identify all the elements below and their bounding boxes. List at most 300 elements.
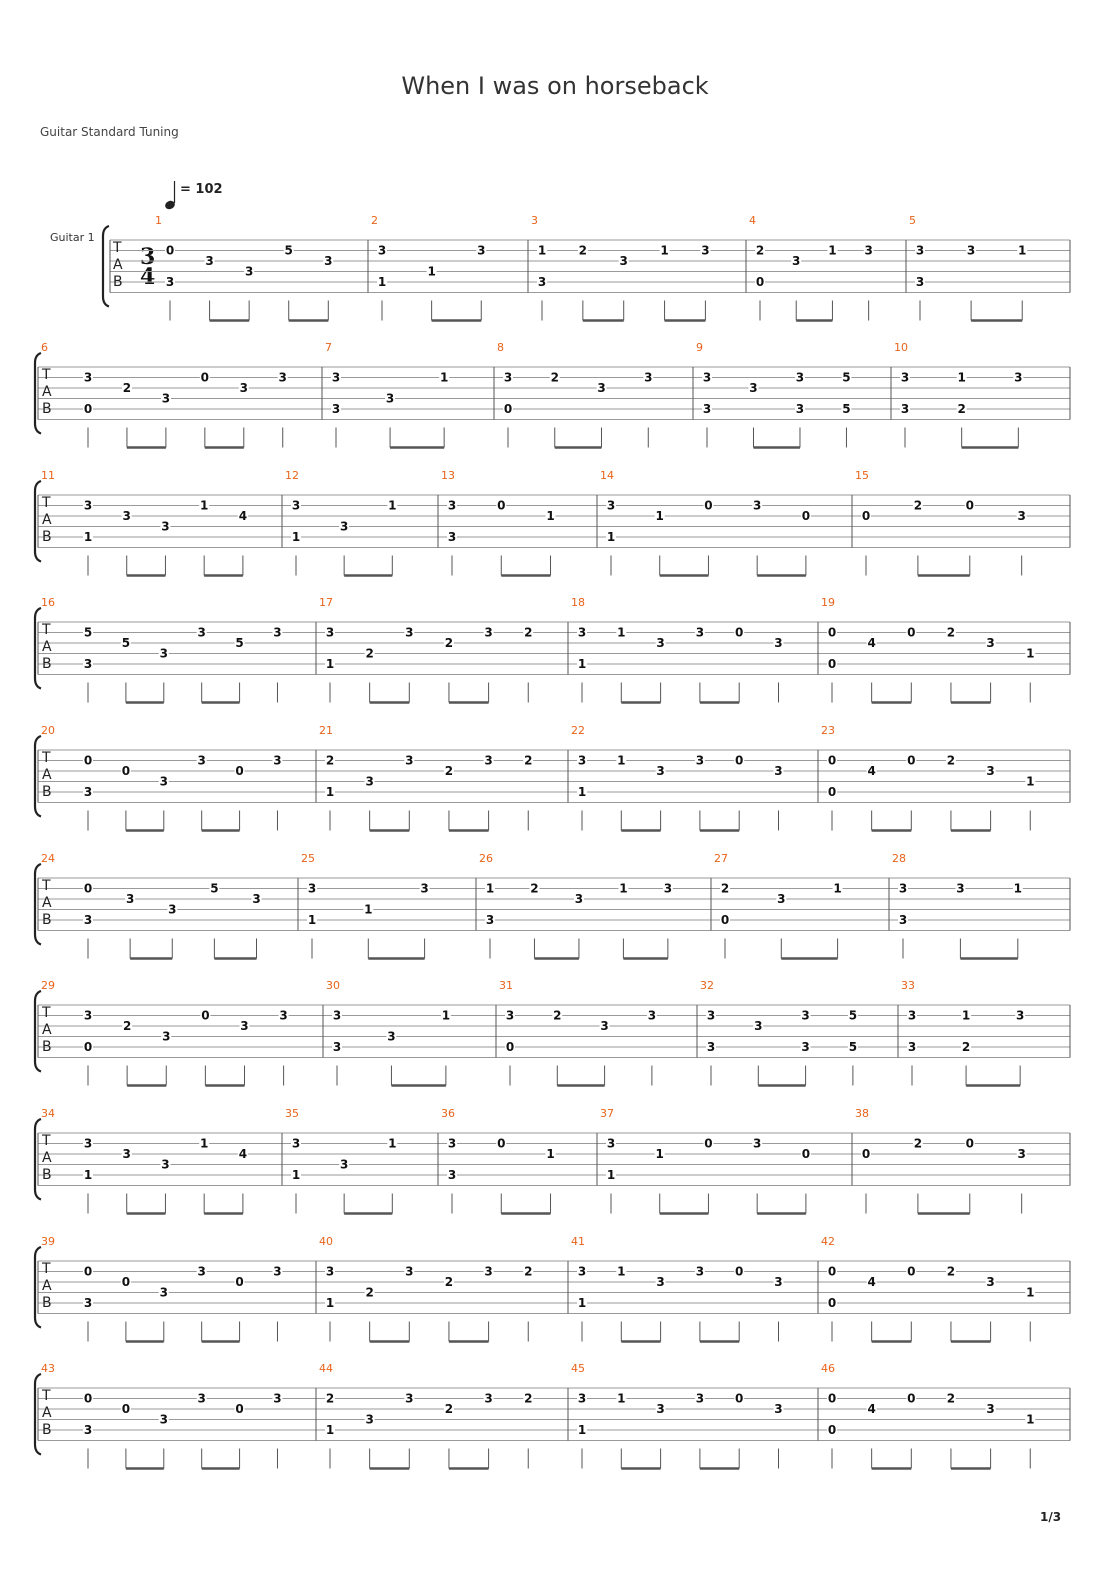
measure-number: 14 bbox=[600, 469, 614, 482]
staff-system bbox=[35, 979, 1070, 1086]
tab-clef-letter: A bbox=[113, 257, 123, 273]
fret-number: 0 bbox=[704, 1136, 713, 1151]
fret-number: 3 bbox=[161, 519, 170, 534]
fret-number: 3 bbox=[1014, 370, 1023, 385]
fret-number: 0 bbox=[861, 1147, 871, 1161]
fret-number: 3 bbox=[125, 892, 135, 906]
measure-number: 45 bbox=[571, 1362, 585, 1375]
fret-number: 5 bbox=[848, 1008, 858, 1023]
measure-number: 39 bbox=[41, 1235, 55, 1248]
fret-number: 1 bbox=[577, 1423, 587, 1437]
fret-number: 3 bbox=[915, 243, 925, 258]
fret-number: 1 bbox=[833, 881, 842, 896]
fret-number: 0 bbox=[497, 1136, 506, 1151]
fret-number: 3 bbox=[606, 498, 616, 513]
fret-number: 2 bbox=[946, 1391, 956, 1406]
tab-clef-letter: T bbox=[42, 1388, 51, 1404]
fret-number: 1 bbox=[546, 509, 555, 523]
tab-clef-letter: A bbox=[42, 767, 52, 783]
fret-number: 5 bbox=[210, 881, 219, 896]
fret-number: 0 bbox=[801, 1147, 811, 1161]
fret-number: 3 bbox=[966, 243, 976, 258]
fret-number: 3 bbox=[278, 370, 287, 385]
fret-number: 3 bbox=[447, 1136, 457, 1151]
tab-clef-letter: T bbox=[42, 878, 51, 894]
fret-number: 3 bbox=[197, 1264, 206, 1279]
tab-clef-letter: T bbox=[42, 750, 51, 766]
fret-number: 3 bbox=[159, 646, 168, 661]
fret-number: 3 bbox=[706, 1040, 716, 1054]
fret-number: 1 bbox=[439, 370, 449, 385]
fret-number: 3 bbox=[537, 275, 547, 289]
measure-number: 24 bbox=[41, 852, 55, 865]
fret-number: 1 bbox=[606, 1168, 616, 1182]
fret-number: 0 bbox=[907, 625, 916, 640]
fret-number: 1 bbox=[291, 1168, 301, 1182]
fret-number: 2 bbox=[578, 243, 588, 258]
fret-number: 3 bbox=[774, 636, 783, 650]
fret-number: 3 bbox=[695, 1264, 705, 1279]
fret-number: 1 bbox=[485, 881, 495, 896]
fret-number: 1 bbox=[199, 498, 209, 513]
fret-number: 2 bbox=[957, 402, 966, 416]
fret-number: 1 bbox=[828, 243, 837, 258]
fret-number: 3 bbox=[484, 753, 493, 768]
song-title: When I was on horseback bbox=[401, 72, 709, 100]
fret-number: 3 bbox=[956, 881, 965, 896]
fret-number: 1 bbox=[291, 530, 301, 544]
tab-clef-letter: T bbox=[113, 240, 122, 256]
fret-number: 3 bbox=[898, 881, 908, 896]
fret-number: 3 bbox=[159, 1412, 168, 1427]
fret-number: 2 bbox=[325, 1391, 335, 1406]
fret-number: 3 bbox=[273, 1391, 282, 1406]
fret-number: 0 bbox=[121, 1275, 131, 1289]
staff-system bbox=[35, 1362, 1070, 1469]
fret-number: 2 bbox=[524, 625, 533, 640]
fret-number: 3 bbox=[83, 1008, 93, 1023]
fret-number: 3 bbox=[900, 402, 910, 416]
tab-clef-letter: T bbox=[42, 367, 51, 383]
fret-number: 0 bbox=[735, 625, 744, 640]
measure-number: 31 bbox=[499, 979, 513, 992]
measure-number: 35 bbox=[285, 1107, 299, 1120]
measure-number: 6 bbox=[41, 341, 48, 354]
fret-number: 3 bbox=[273, 625, 282, 640]
fret-number: 3 bbox=[795, 402, 805, 416]
fret-number: 3 bbox=[447, 1168, 457, 1182]
fret-number: 3 bbox=[83, 1136, 93, 1151]
tab-clef-letter: B bbox=[42, 1039, 52, 1055]
fret-number: 3 bbox=[205, 254, 214, 268]
staff-system bbox=[35, 724, 1070, 831]
staff-system bbox=[35, 1235, 1070, 1342]
fret-number: 3 bbox=[159, 774, 168, 789]
fret-number: 0 bbox=[827, 1296, 837, 1310]
measure-number: 15 bbox=[855, 469, 869, 482]
staff-system bbox=[35, 596, 1070, 703]
fret-number: 4 bbox=[238, 509, 248, 523]
fret-number: 3 bbox=[387, 1029, 396, 1044]
fret-number: 3 bbox=[405, 625, 414, 640]
fret-number: 1 bbox=[1013, 881, 1022, 896]
fret-number: 0 bbox=[861, 509, 871, 523]
fret-number: 0 bbox=[83, 753, 93, 768]
measure-number: 28 bbox=[892, 852, 906, 865]
tab-clef-letter: T bbox=[42, 1133, 51, 1149]
measure-number: 8 bbox=[497, 341, 504, 354]
staff-system bbox=[35, 1107, 1070, 1214]
fret-number: 3 bbox=[706, 1008, 716, 1023]
fret-number: 1 bbox=[617, 1391, 626, 1406]
tab-clef-letter: B bbox=[42, 784, 52, 800]
fret-number: 3 bbox=[577, 753, 587, 768]
fret-number: 3 bbox=[792, 254, 801, 268]
fret-number: 3 bbox=[503, 370, 513, 385]
tempo-value: = 102 bbox=[180, 182, 223, 197]
fret-number: 3 bbox=[986, 764, 995, 778]
fret-number: 0 bbox=[121, 764, 131, 778]
fret-number: 2 bbox=[961, 1040, 971, 1054]
fret-number: 1 bbox=[325, 1296, 335, 1310]
measure-number: 17 bbox=[319, 596, 333, 609]
fret-number: 3 bbox=[161, 391, 171, 406]
fret-number: 3 bbox=[484, 625, 493, 640]
fret-number: 3 bbox=[159, 1285, 168, 1300]
fret-number: 0 bbox=[801, 509, 811, 523]
fret-number: 3 bbox=[656, 764, 665, 778]
fret-number: 0 bbox=[965, 1136, 974, 1151]
fret-number: 3 bbox=[695, 625, 705, 640]
fret-number: 0 bbox=[235, 1402, 244, 1416]
system-bracket bbox=[103, 226, 109, 307]
fret-number: 3 bbox=[332, 1008, 342, 1023]
tab-clef-letter: A bbox=[42, 1022, 52, 1038]
fret-number: 3 bbox=[279, 1008, 288, 1023]
fret-number: 3 bbox=[898, 913, 908, 927]
fret-number: 2 bbox=[720, 881, 730, 896]
fret-number: 5 bbox=[284, 243, 293, 258]
fret-number: 3 bbox=[122, 509, 131, 523]
tab-clef-letter: B bbox=[42, 1167, 52, 1183]
measure-number: 21 bbox=[319, 724, 333, 737]
fret-number: 4 bbox=[867, 636, 876, 650]
fret-number: 0 bbox=[505, 1040, 515, 1054]
fret-number: 3 bbox=[485, 913, 495, 927]
measure-number: 32 bbox=[700, 979, 714, 992]
fret-number: 5 bbox=[83, 625, 93, 640]
fret-number: 3 bbox=[83, 913, 93, 927]
fret-number: 3 bbox=[331, 370, 341, 385]
fret-number: 0 bbox=[720, 913, 730, 927]
fret-number: 1 bbox=[537, 243, 547, 258]
fret-number: 2 bbox=[444, 1275, 454, 1289]
fret-number: 3 bbox=[83, 657, 93, 671]
measure-number: 23 bbox=[821, 724, 835, 737]
measure-number: 29 bbox=[41, 979, 55, 992]
fret-number: 1 bbox=[606, 530, 616, 544]
tab-clef-letter: B bbox=[42, 912, 52, 928]
fret-number: 3 bbox=[801, 1008, 810, 1023]
tab-clef-letter: A bbox=[42, 384, 52, 400]
fret-number: 3 bbox=[577, 1391, 587, 1406]
tuning-label: Guitar Standard Tuning bbox=[40, 125, 179, 139]
fret-number: 3 bbox=[1017, 509, 1026, 523]
fret-number: 1 bbox=[441, 1008, 451, 1023]
fret-number: 3 bbox=[774, 1402, 783, 1416]
fret-number: 1 bbox=[961, 1008, 971, 1023]
tab-clef-letter: A bbox=[42, 1405, 52, 1421]
tab-clef-letter: A bbox=[42, 895, 52, 911]
fret-number: 0 bbox=[827, 785, 837, 799]
fret-number: 0 bbox=[827, 657, 837, 671]
fret-number: 3 bbox=[197, 625, 206, 640]
fret-number: 5 bbox=[121, 636, 131, 650]
tab-clef-letter: T bbox=[42, 495, 51, 511]
fret-number: 3 bbox=[752, 498, 762, 513]
fret-number: 3 bbox=[986, 1402, 995, 1416]
time-signature-bottom: 4 bbox=[140, 264, 156, 290]
staff-system bbox=[35, 469, 1070, 576]
fret-number: 0 bbox=[235, 764, 244, 778]
fret-number: 1 bbox=[577, 785, 587, 799]
fret-number: 3 bbox=[244, 264, 254, 279]
fret-number: 3 bbox=[752, 1136, 762, 1151]
fret-number: 3 bbox=[273, 1264, 282, 1279]
fret-number: 1 bbox=[83, 1168, 93, 1182]
time-signature-top: 3 bbox=[140, 244, 156, 270]
fret-number: 3 bbox=[986, 1275, 995, 1289]
fret-number: 3 bbox=[197, 753, 206, 768]
tab-clef-letter: B bbox=[113, 274, 123, 290]
measure-number: 2 bbox=[371, 214, 378, 227]
measure-number: 9 bbox=[696, 341, 703, 354]
fret-number: 3 bbox=[332, 1040, 342, 1054]
fret-number: 1 bbox=[1026, 774, 1035, 789]
fret-number: 1 bbox=[957, 370, 966, 385]
fret-number: 3 bbox=[420, 881, 429, 896]
measure-number: 42 bbox=[821, 1235, 835, 1248]
fret-number: 1 bbox=[325, 657, 335, 671]
fret-number: 0 bbox=[827, 1391, 837, 1406]
fret-number: 1 bbox=[660, 243, 669, 258]
staff-system bbox=[103, 214, 1070, 321]
tab-clef-letter: B bbox=[42, 401, 52, 417]
fret-number: 3 bbox=[325, 625, 335, 640]
fret-number: 0 bbox=[827, 1423, 837, 1437]
fret-number: 0 bbox=[83, 1391, 93, 1406]
fret-number: 0 bbox=[827, 1264, 837, 1279]
tab-clef-letter: A bbox=[42, 1150, 52, 1166]
fret-number: 1 bbox=[364, 902, 373, 917]
fret-number: 3 bbox=[663, 881, 673, 896]
tab-clef-letter: B bbox=[42, 1422, 52, 1438]
fret-number: 2 bbox=[553, 1008, 562, 1023]
fret-number: 2 bbox=[946, 1264, 956, 1279]
fret-number: 2 bbox=[913, 498, 923, 513]
fret-number: 3 bbox=[405, 1391, 414, 1406]
fret-number: 0 bbox=[735, 1391, 744, 1406]
fret-number: 2 bbox=[913, 1136, 923, 1151]
fret-number: 3 bbox=[754, 1019, 763, 1033]
fret-number: 5 bbox=[235, 636, 244, 650]
tab-clef-letter: A bbox=[42, 512, 52, 528]
fret-number: 3 bbox=[252, 892, 261, 906]
tab-clef-letter: T bbox=[42, 1261, 51, 1277]
fret-number: 1 bbox=[83, 530, 93, 544]
fret-number: 4 bbox=[867, 1402, 876, 1416]
fret-number: 2 bbox=[444, 1402, 454, 1416]
measure-number: 18 bbox=[571, 596, 585, 609]
tab-clef-letter: T bbox=[42, 622, 51, 638]
fret-number: 1 bbox=[199, 1136, 209, 1151]
fret-number: 3 bbox=[774, 1275, 783, 1289]
fret-number: 2 bbox=[122, 381, 132, 395]
measure-number: 3 bbox=[531, 214, 538, 227]
fret-number: 0 bbox=[735, 1264, 744, 1279]
measure-number: 5 bbox=[909, 214, 916, 227]
fret-number: 1 bbox=[617, 753, 626, 768]
fret-number: 3 bbox=[1015, 1008, 1025, 1023]
measure-number: 13 bbox=[441, 469, 455, 482]
fret-number: 3 bbox=[774, 764, 783, 778]
fret-number: 3 bbox=[702, 402, 712, 416]
fret-number: 0 bbox=[827, 625, 837, 640]
fret-number: 2 bbox=[524, 753, 533, 768]
measure-number: 19 bbox=[821, 596, 835, 609]
fret-number: 3 bbox=[907, 1040, 917, 1054]
fret-number: 0 bbox=[83, 402, 93, 416]
fret-number: 3 bbox=[1017, 1147, 1026, 1161]
fret-number: 3 bbox=[83, 498, 93, 513]
fret-number: 3 bbox=[447, 498, 457, 513]
fret-number: 2 bbox=[122, 1019, 132, 1033]
tab-clef-letter: B bbox=[42, 1295, 52, 1311]
tab-clef-letter: B bbox=[42, 529, 52, 545]
measure-number: 12 bbox=[285, 469, 299, 482]
fret-number: 3 bbox=[168, 902, 177, 917]
fret-number: 3 bbox=[900, 370, 910, 385]
fret-number: 3 bbox=[702, 370, 712, 385]
fret-number: 0 bbox=[201, 1008, 210, 1023]
fret-number: 2 bbox=[444, 636, 454, 650]
fret-number: 3 bbox=[577, 625, 587, 640]
fret-number: 3 bbox=[647, 1008, 657, 1023]
fret-number: 0 bbox=[907, 753, 916, 768]
fret-number: 3 bbox=[307, 881, 317, 896]
fret-number: 3 bbox=[405, 753, 414, 768]
fret-number: 3 bbox=[83, 370, 93, 385]
fret-number: 3 bbox=[365, 774, 374, 789]
fret-number: 1 bbox=[577, 657, 587, 671]
fret-number: 1 bbox=[325, 785, 335, 799]
fret-number: 2 bbox=[946, 625, 956, 640]
fret-number: 3 bbox=[915, 275, 925, 289]
fret-number: 4 bbox=[867, 1275, 876, 1289]
fret-number: 3 bbox=[749, 381, 758, 395]
measure-number: 34 bbox=[41, 1107, 55, 1120]
measure-number: 22 bbox=[571, 724, 585, 737]
measure-number: 1 bbox=[155, 214, 162, 227]
fret-number: 5 bbox=[848, 1040, 858, 1054]
fret-number: 3 bbox=[447, 530, 457, 544]
fret-number: 1 bbox=[655, 509, 664, 523]
fret-number: 3 bbox=[477, 243, 486, 258]
fret-number: 2 bbox=[524, 1264, 533, 1279]
fret-number: 3 bbox=[484, 1264, 493, 1279]
fret-number: 3 bbox=[656, 636, 665, 650]
fret-number: 3 bbox=[385, 391, 395, 406]
fret-number: 3 bbox=[365, 1412, 374, 1427]
fret-number: 3 bbox=[695, 1391, 705, 1406]
fret-number: 1 bbox=[617, 1264, 626, 1279]
fret-number: 3 bbox=[339, 519, 349, 534]
fret-number: 0 bbox=[907, 1391, 916, 1406]
fret-number: 3 bbox=[240, 1019, 249, 1033]
tab-clef-letter: B bbox=[42, 656, 52, 672]
fret-number: 0 bbox=[200, 370, 210, 385]
fret-number: 0 bbox=[83, 1040, 93, 1054]
measure-number: 20 bbox=[41, 724, 55, 737]
measure-number: 25 bbox=[301, 852, 315, 865]
fret-number: 3 bbox=[777, 892, 786, 906]
measure-number: 26 bbox=[479, 852, 493, 865]
measure-number: 44 bbox=[319, 1362, 333, 1375]
fret-number: 2 bbox=[365, 1285, 374, 1300]
fret-number: 2 bbox=[946, 753, 956, 768]
fret-number: 3 bbox=[122, 1147, 131, 1161]
fret-number: 2 bbox=[365, 646, 374, 661]
fret-number: 0 bbox=[755, 275, 765, 289]
fret-number: 3 bbox=[701, 243, 710, 258]
fret-number: 2 bbox=[444, 764, 454, 778]
measure-number: 37 bbox=[600, 1107, 614, 1120]
fret-number: 1 bbox=[388, 498, 397, 513]
fret-number: 3 bbox=[239, 381, 248, 395]
fret-number: 3 bbox=[291, 498, 301, 513]
fret-number: 5 bbox=[842, 402, 851, 416]
fret-number: 3 bbox=[197, 1391, 206, 1406]
fret-number: 3 bbox=[165, 275, 175, 289]
measure-number: 30 bbox=[326, 979, 340, 992]
measure-number: 46 bbox=[821, 1362, 835, 1375]
measure-number: 40 bbox=[319, 1235, 333, 1248]
fret-number: 1 bbox=[617, 625, 626, 640]
fret-number: 0 bbox=[735, 753, 744, 768]
fret-number: 2 bbox=[524, 1391, 533, 1406]
fret-number: 0 bbox=[965, 498, 974, 513]
fret-number: 3 bbox=[795, 370, 805, 385]
fret-number: 3 bbox=[324, 254, 333, 268]
fret-number: 2 bbox=[755, 243, 765, 258]
fret-number: 0 bbox=[907, 1264, 916, 1279]
fret-number: 1 bbox=[427, 264, 436, 279]
page-number: 1/3 bbox=[1040, 1510, 1062, 1524]
fret-number: 3 bbox=[656, 1275, 665, 1289]
fret-number: 3 bbox=[597, 381, 606, 395]
tab-clef-letter: T bbox=[42, 1005, 51, 1021]
measure-number: 10 bbox=[894, 341, 908, 354]
instrument-name: Guitar 1 bbox=[50, 231, 95, 244]
fret-number: 1 bbox=[388, 1136, 397, 1151]
fret-number: 2 bbox=[325, 753, 335, 768]
measure-number: 16 bbox=[41, 596, 55, 609]
fret-number: 4 bbox=[238, 1147, 248, 1161]
fret-number: 1 bbox=[546, 1147, 555, 1161]
fret-number: 1 bbox=[619, 881, 628, 896]
fret-number: 3 bbox=[161, 1157, 170, 1172]
staff-system bbox=[35, 852, 1070, 959]
